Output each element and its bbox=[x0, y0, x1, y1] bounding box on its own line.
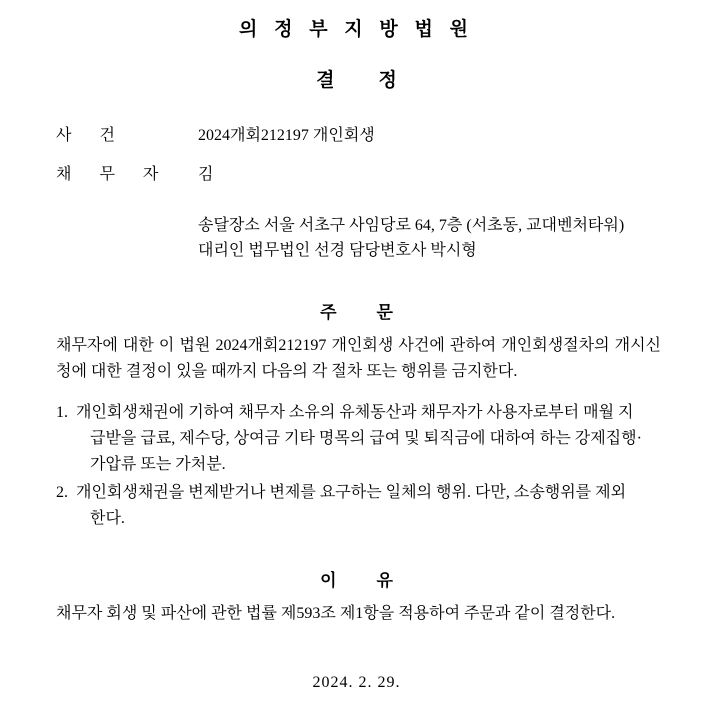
list-item bbox=[56, 400, 661, 478]
decision-date: 2024. 2. 29. bbox=[312, 674, 401, 691]
meta-row-case bbox=[56, 122, 713, 145]
list-item-line-1: 개인회생채권을 변제받거나 변제를 요구하는 일체의 행위. 다만, 소송행위를 제외 bbox=[76, 484, 627, 502]
service-address-block bbox=[0, 214, 713, 264]
list-item-line-2: 급받을 급료, 제수당, 상여금 기타 명목의 급여 및 퇴직금에 대하여 하는 강제집행· bbox=[90, 430, 642, 448]
document-type-right: 정 bbox=[378, 70, 397, 91]
meta-value-case: 2024개회212197 개인회생 bbox=[198, 127, 375, 144]
service-address: 송달장소 서울 서초구 사임당로 64, 7층 (서초동, 교대벤처타워) bbox=[198, 217, 625, 234]
main-heading-left: 주 bbox=[320, 302, 337, 322]
list-item-line-1: 개인회생채권에 기하여 채무자 소유의 유체동산과 채무자가 사용자로부터 매월 지 bbox=[76, 404, 634, 422]
agent-line: 대리인 법무법인 선경 담당변호사 박시형 bbox=[198, 241, 477, 259]
case-meta bbox=[0, 122, 713, 184]
list-item-text bbox=[76, 400, 661, 478]
meta-value-debtor: 김 bbox=[198, 166, 214, 183]
order-item-list bbox=[0, 400, 713, 532]
meta-row-debtor bbox=[56, 161, 713, 184]
meta-label-debtor: 채 무 자 bbox=[56, 166, 171, 183]
reason-paragraph: 채무자 회생 및 파산에 관한 법률 제593조 제1항을 적용하여 주문과 같이 결정한다. bbox=[56, 604, 616, 622]
list-item-line-2: 한다. bbox=[90, 510, 125, 528]
main-heading-right: 문 bbox=[376, 302, 393, 322]
meta-label-case: 사 건 bbox=[56, 127, 127, 144]
reason-heading-left: 이 bbox=[320, 570, 337, 590]
list-item bbox=[56, 480, 661, 532]
list-item-line-3: 가압류 또는 가처분. bbox=[90, 456, 226, 474]
reason-heading bbox=[0, 566, 713, 591]
main-text-heading bbox=[0, 298, 713, 323]
document-type-heading bbox=[0, 65, 713, 92]
reason-heading-right: 유 bbox=[376, 570, 393, 590]
list-item-number: 1. bbox=[56, 404, 68, 422]
main-text-paragraph: 채무자에 대한 이 법원 2024개회212197 개인회생 사건에 관하여 개인회생절차의 개시신청에 대한 결정이 있을 때까지 다음의 각 절차 또는 행위를 금지한다. bbox=[56, 336, 661, 380]
document-page bbox=[0, 14, 713, 706]
list-item-number: 2. bbox=[56, 484, 68, 502]
document-type-left: 결 bbox=[316, 70, 335, 91]
list-item-text bbox=[76, 480, 661, 532]
court-name: 의 정 부 지 방 법 원 bbox=[239, 19, 474, 40]
